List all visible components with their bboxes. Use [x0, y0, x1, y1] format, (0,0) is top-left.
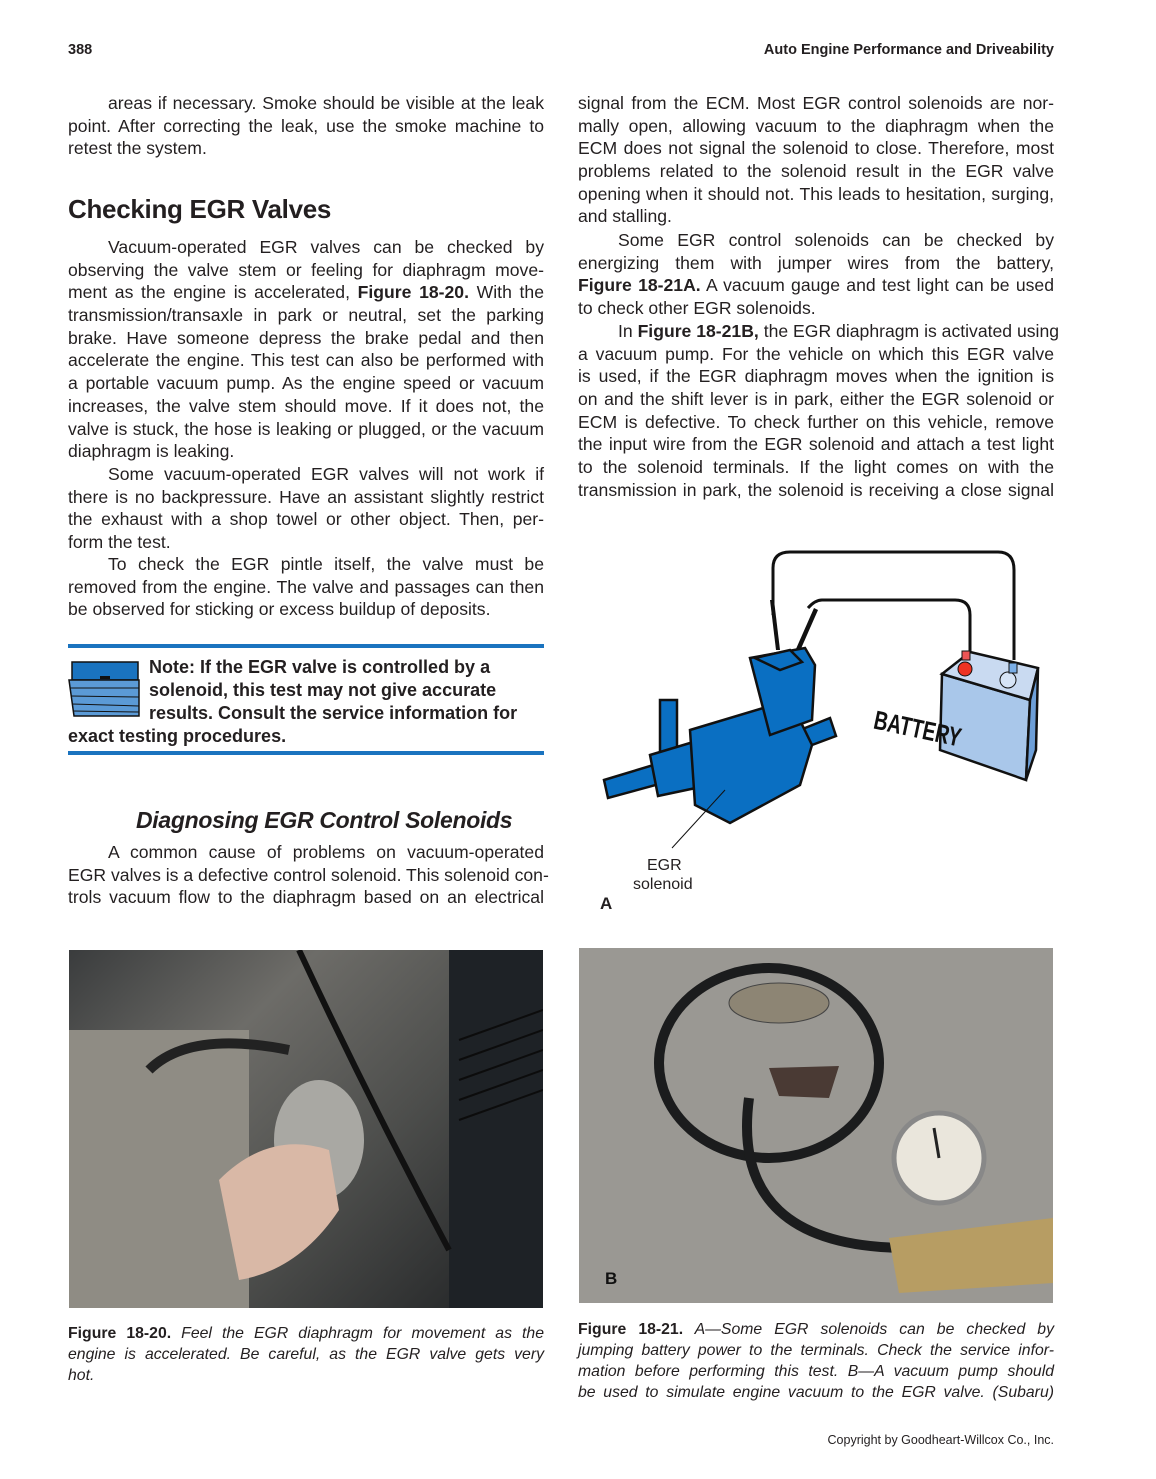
text-line: to check other EGR solenoids. — [578, 298, 816, 319]
text-line: transmission in park, the solenoid is receiving a close signal — [578, 479, 1054, 500]
text-segment: A—Some EGR solenoids can be checked by — [683, 1321, 1054, 1338]
note-top-rule — [68, 644, 544, 648]
text-segment: With the — [468, 282, 544, 303]
text-line: is used, if the EGR diaphragm moves when the ignition is — [578, 366, 1054, 387]
text-line: observing the valve stem or feeling for diaphragm move- — [68, 259, 544, 280]
text-line: valve is stuck, the hose is leaking or plugged, or the vacuum — [68, 418, 544, 439]
text-line: on and the shift lever is in park, either the EGR solenoid or — [578, 389, 1054, 410]
figure-reference: Figure 18-21. — [578, 1321, 684, 1338]
figure-18-20-caption — [68, 1323, 544, 1386]
text-line: engine is accelerated. Be careful, as the EGR valve gets very — [68, 1346, 544, 1363]
egr-label-line1: EGR — [647, 857, 682, 874]
note-line: exact testing procedures. — [68, 726, 287, 746]
section-heading: Checking EGR Valves — [68, 194, 332, 224]
text-line: hot. — [68, 1367, 95, 1384]
text-line — [578, 320, 1060, 343]
text-line: areas if necessary. Smoke should be visible at the leak — [108, 93, 544, 113]
text-segment: A vacuum gauge and test light can be used — [700, 275, 1054, 296]
text-line: brake. Have someone depress the brake pedal and then — [68, 327, 544, 348]
running-header: Auto Engine Performance and Driveability — [763, 42, 1054, 58]
paragraph — [578, 229, 1054, 320]
text-line: To check the EGR pintle itself, the valve must be — [108, 554, 544, 574]
text-line — [578, 274, 1054, 297]
figure-reference: Figure 18-20. — [68, 1325, 172, 1342]
paragraph — [578, 92, 1054, 228]
text-line: the exhaust with a shop towel or other object. Then, per- — [68, 509, 544, 530]
note-bottom-rule — [68, 751, 544, 755]
text-line: and stalling. — [578, 206, 672, 227]
text-line: be observed for sticking or excess buildup of deposits. — [68, 599, 491, 620]
figure-18-21-caption — [578, 1319, 1054, 1403]
text-line: ECM is defective. To check further on this vehicle, remove — [578, 411, 1054, 432]
figure-reference: Figure 18-21A. — [578, 275, 701, 296]
battery-icon — [871, 651, 1038, 780]
text-line: Vacuum-operated EGR valves can be checked by — [108, 237, 544, 257]
egr-label-line2: solenoid — [633, 876, 693, 893]
paragraph — [68, 236, 544, 463]
text-segment: Feel the EGR diaphragm for movement as the — [171, 1325, 544, 1342]
note-callout — [68, 656, 548, 748]
figure-reference: Figure 18-21B, — [637, 321, 759, 341]
text-line: there is no backpressure. Have an assistant slightly restrict — [68, 486, 544, 507]
text-line: transmission/transaxle in park or neutral, set the parking — [68, 305, 544, 326]
text-line — [578, 1319, 1054, 1340]
paragraph — [68, 92, 544, 160]
paragraph — [578, 320, 1060, 502]
battery-label: BATTERY — [871, 704, 965, 753]
text-line: mally open, allowing vacuum to the diaphragm when the — [578, 115, 1054, 136]
paragraph — [68, 841, 549, 909]
figure-18-21a-illustration — [590, 540, 1050, 925]
text-line: Some EGR control solenoids can be checked by — [618, 230, 1054, 250]
copyright-footer: Copyright by Goodheart-Willcox Co., Inc. — [827, 1433, 1054, 1447]
text-line: trols vacuum flow to the diaphragm based on an electrical — [68, 887, 544, 908]
text-line: retest the system. — [68, 138, 207, 159]
text-line: a portable vacuum pump. As the engine speed or vacuum — [68, 373, 544, 394]
text-line: removed from the engine. The valve and passages can then — [68, 576, 544, 597]
page-number: 388 — [68, 42, 93, 58]
text-line: point. After correcting the leak, use the smoke machine to — [68, 115, 544, 136]
text-line: EGR valves is a defective control solenoid. This solenoid con- — [68, 864, 549, 885]
text-line: signal from the ECM. Most EGR control solenoids are nor- — [578, 93, 1054, 113]
figure-18-21b-photo — [579, 948, 1053, 1303]
subsection-heading: Diagnosing EGR Control Solenoids — [136, 807, 513, 833]
text-line: A common cause of problems on vacuum-operated — [108, 842, 544, 862]
text-segment: ment as the engine is accelerated, — [68, 282, 358, 303]
note-line: results. Consult the service information for — [149, 703, 518, 723]
text-line: opening when it should not. This leads to hesitation, surging, — [578, 183, 1054, 204]
note-line: solenoid, this test may not give accurate — [149, 680, 497, 700]
paragraph — [68, 553, 544, 621]
text-line — [68, 281, 544, 304]
text-line: increases, the valve stem should move. If it does not, the — [68, 395, 544, 416]
note-line: Note: If the EGR valve is controlled by a — [149, 657, 491, 677]
text-line: be used to simulate engine vacuum to the EGR valve. (Subaru) — [578, 1384, 1054, 1401]
text-line — [68, 1323, 544, 1344]
text-line: the input wire from the EGR solenoid and attach a test light — [578, 434, 1054, 455]
text-line: Some vacuum-operated EGR valves will not work if — [108, 464, 544, 484]
egr-solenoid-drawing — [604, 648, 836, 823]
text-line: energizing them with jumper wires from the battery, — [578, 252, 1054, 273]
text-line: problems related to the solenoid result in the EGR valve — [578, 161, 1054, 182]
paragraph — [68, 463, 544, 554]
text-line: form the test. — [68, 532, 171, 553]
panel-label-a: A — [600, 894, 613, 913]
text-line: jumping battery power to the terminals. Check the service infor- — [578, 1342, 1054, 1359]
text-line: to the solenoid terminals. If the light comes on with the — [578, 457, 1054, 478]
text-segment: In — [618, 321, 638, 341]
text-line: ECM does not signal the solenoid to close. Therefore, most — [578, 138, 1054, 159]
figure-18-20-photo — [69, 950, 543, 1308]
figure-reference: Figure 18-20. — [357, 282, 469, 303]
text-segment: the EGR diaphragm is activated using — [758, 321, 1060, 341]
text-line: accelerate the engine. This test can also be performed with — [68, 350, 544, 371]
text-line: a vacuum pump. For the vehicle on which this EGR valve — [578, 343, 1054, 364]
text-line: mation before performing this test. B—A vacuum pump should — [578, 1363, 1054, 1380]
text-line: diaphragm is leaking. — [68, 441, 235, 462]
panel-label-b: B — [605, 1269, 618, 1288]
